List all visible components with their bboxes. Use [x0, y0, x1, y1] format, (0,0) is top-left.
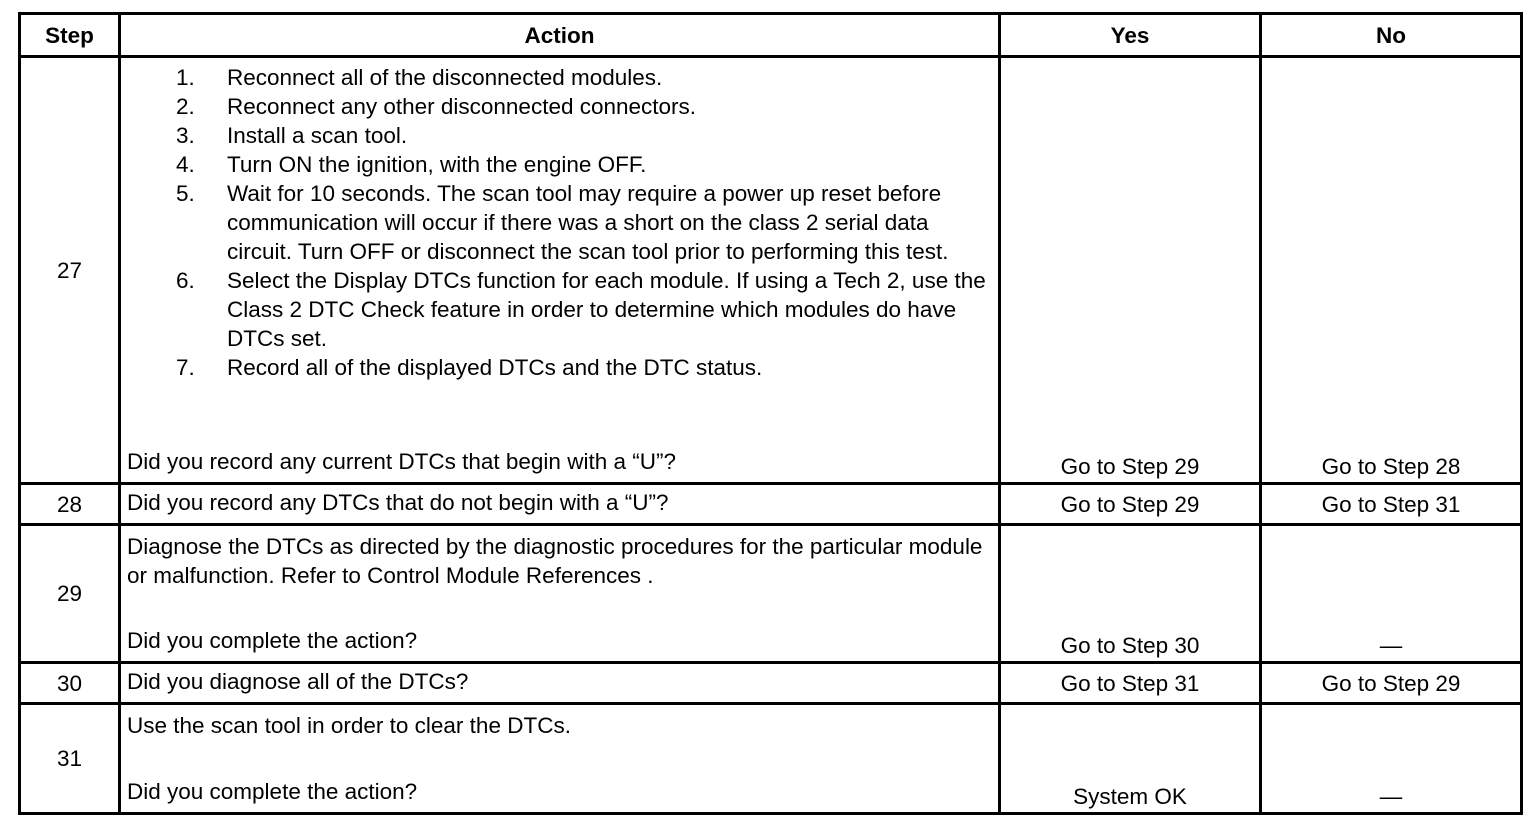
- yes-result: Go to Step 31: [1000, 663, 1261, 704]
- list-item: 6. Select the Display DTCs function for each module. If using a Tech 2, use the Class 2 DTC Check feature in order to determine which modules do have DTCs set.: [176, 268, 986, 351]
- list-item: 2. Reconnect any other disconnected connectors.: [176, 94, 697, 119]
- table-row: [20, 525, 1522, 663]
- no-result: Go to Step 28: [1261, 57, 1522, 484]
- step-number: 27: [20, 57, 120, 484]
- instruction-text: Use the scan tool in order to clear the DTCs.: [127, 713, 571, 738]
- yes-result: Go to Step 29: [1000, 484, 1261, 525]
- procedure-list: [127, 63, 992, 382]
- header-action: Action: [120, 14, 1000, 57]
- no-result: —: [1261, 525, 1522, 663]
- question-text: Did you complete the action?: [127, 628, 418, 653]
- question-text: Did you complete the action?: [127, 779, 418, 804]
- step-number: 29: [20, 525, 120, 663]
- step-number: 28: [20, 484, 120, 525]
- header-yes: Yes: [1000, 14, 1261, 57]
- table-row: [20, 704, 1522, 814]
- header-no: No: [1261, 14, 1522, 57]
- question-text: Did you diagnose all of the DTCs?: [127, 669, 469, 694]
- yes-result: System OK: [1000, 704, 1261, 814]
- list-item: 4. Turn ON the ignition, with the engine OFF.: [176, 152, 647, 177]
- header-row: [20, 14, 1522, 57]
- table-row: [20, 57, 1522, 484]
- step-number: 30: [20, 663, 120, 704]
- yes-result: Go to Step 29: [1000, 57, 1261, 484]
- action-cell: [120, 663, 1000, 704]
- no-result: —: [1261, 704, 1522, 814]
- list-item: 3. Install a scan tool.: [176, 123, 408, 148]
- action-cell: [120, 57, 1000, 484]
- table-row: [20, 484, 1522, 525]
- list-item: 5. Wait for 10 seconds. The scan tool may require a power up reset before communication will occur if there was a short on the class 2 serial data circuit. Turn OFF or disconnect the scan tool prior to performing this test.: [176, 181, 949, 264]
- action-cell: [120, 484, 1000, 525]
- no-result: Go to Step 31: [1261, 484, 1522, 525]
- list-item: 7. Record all of the displayed DTCs and the DTC status.: [176, 355, 763, 380]
- action-cell: [120, 525, 1000, 663]
- question-text: Did you record any DTCs that do not begin with a “U”?: [127, 490, 669, 515]
- action-cell: [120, 704, 1000, 814]
- diagnostic-table: [18, 12, 1523, 815]
- no-result: Go to Step 29: [1261, 663, 1522, 704]
- header-step: Step: [20, 14, 120, 57]
- yes-result: Go to Step 30: [1000, 525, 1261, 663]
- question-text: Did you record any current DTCs that begin with a “U”?: [127, 449, 676, 474]
- instruction-text: Diagnose the DTCs as directed by the diagnostic procedures for the particular module or malfunction. Refer to Control Module References .: [127, 534, 983, 588]
- step-number: 31: [20, 704, 120, 814]
- list-item: 1. Reconnect all of the disconnected modules.: [176, 65, 663, 90]
- table-row: [20, 663, 1522, 704]
